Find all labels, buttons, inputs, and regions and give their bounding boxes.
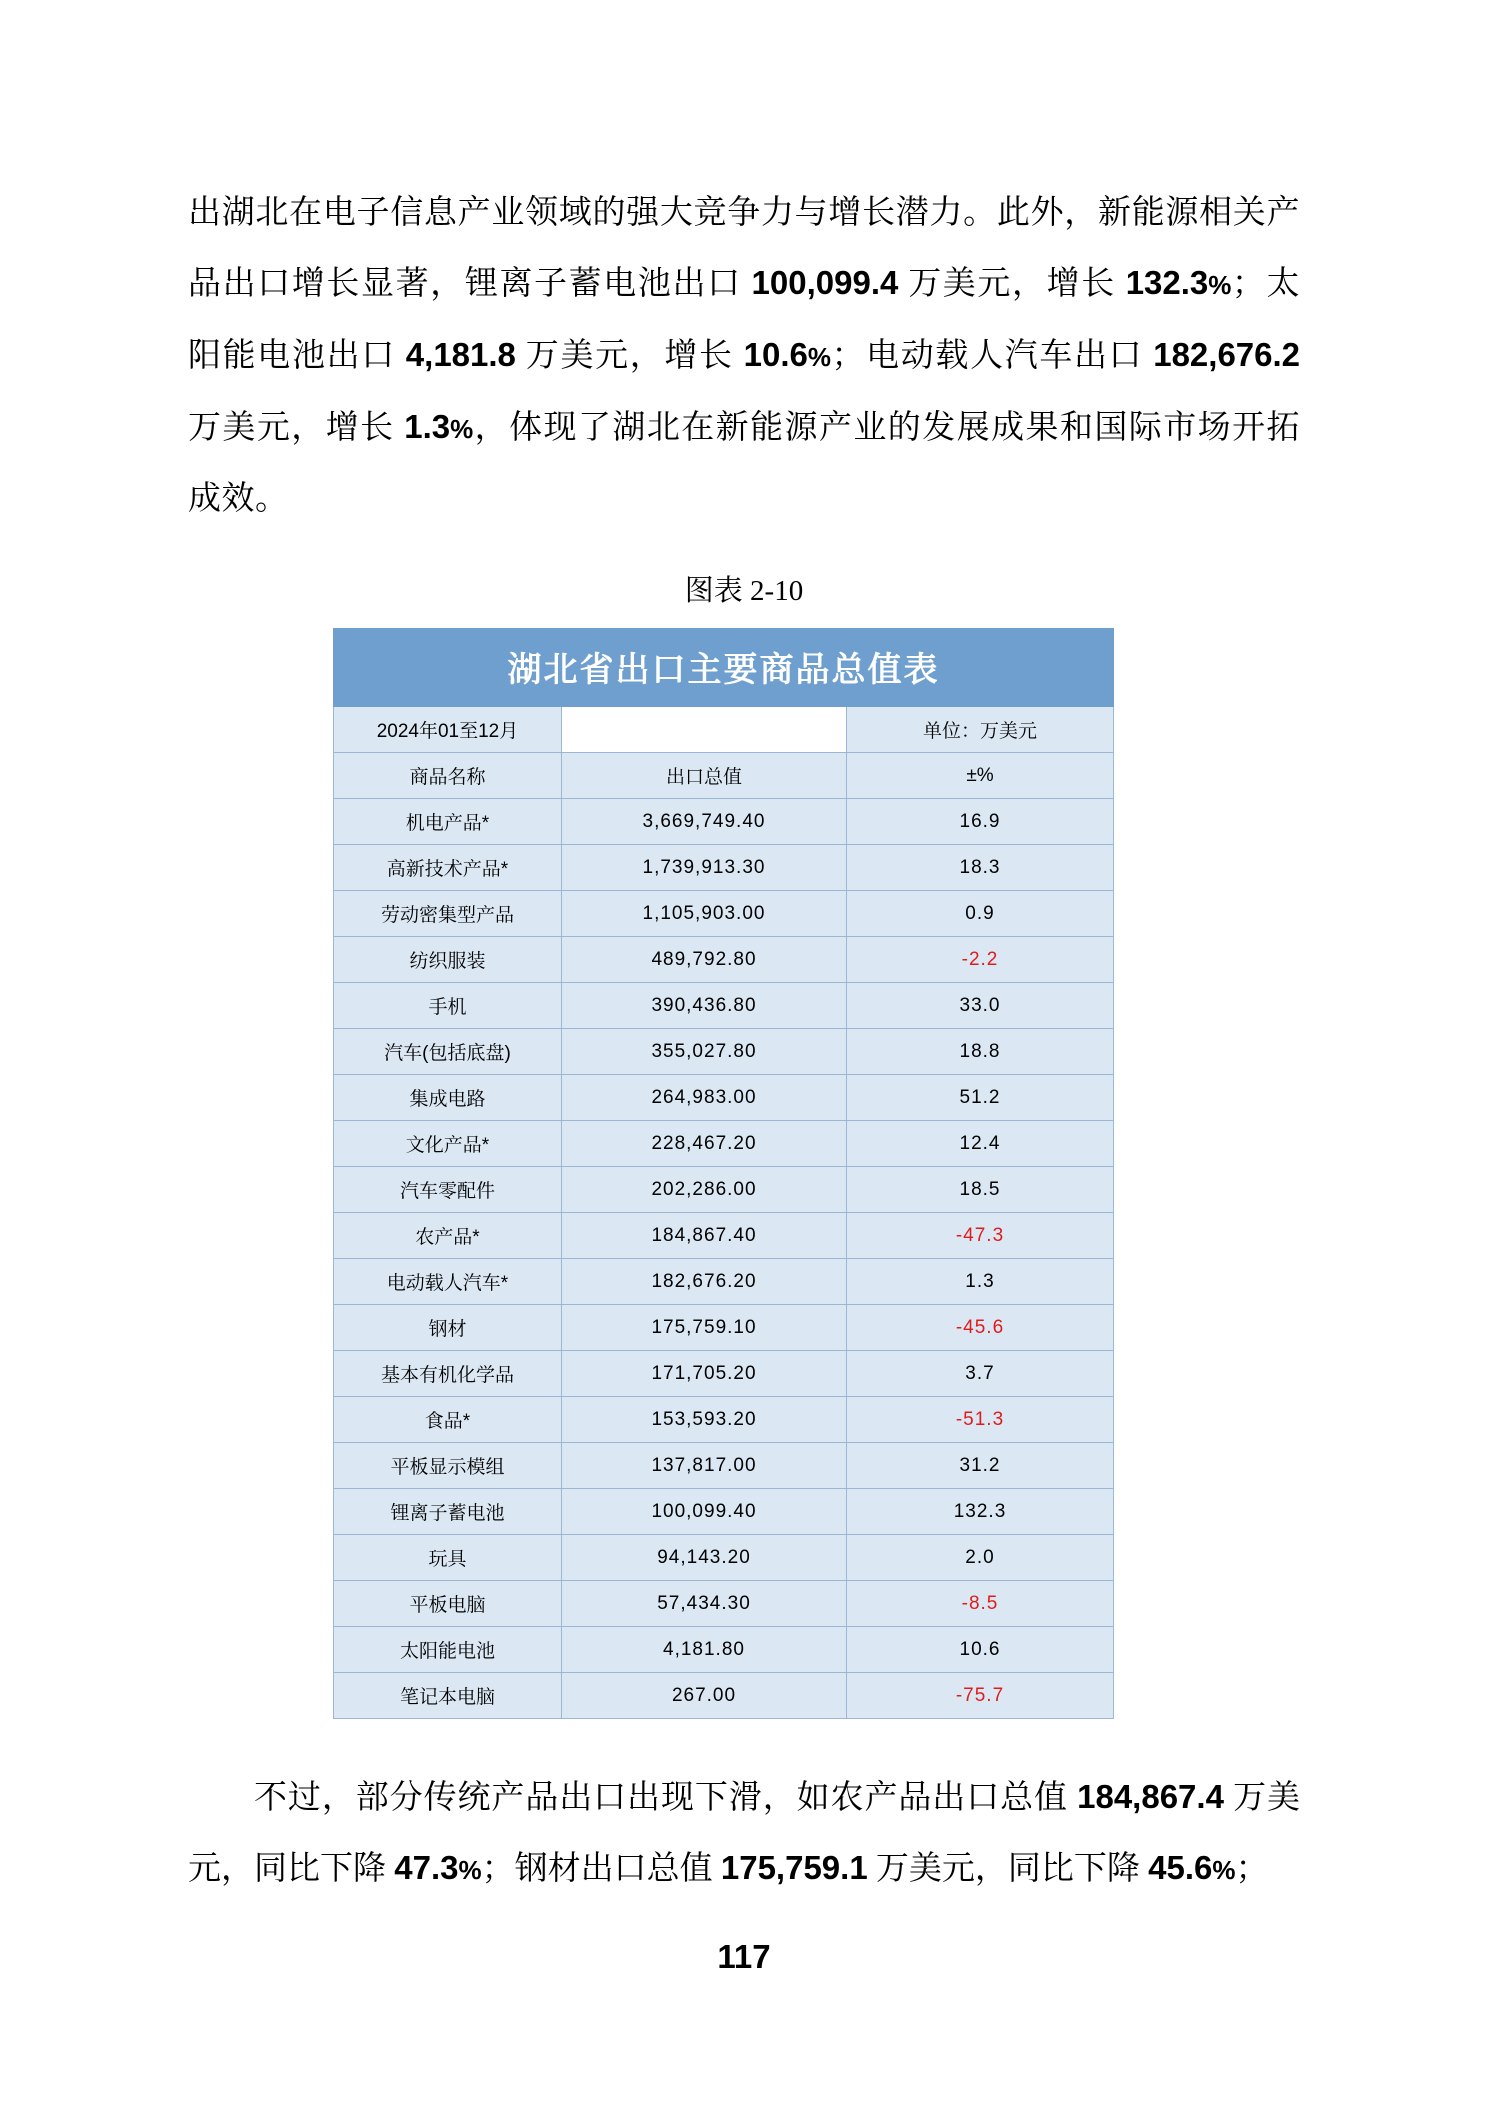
cell-export-value: 202,286.00 [562, 1167, 847, 1213]
table-title-row [334, 629, 1114, 707]
cell-commodity-name: 高新技术产品* [334, 845, 562, 891]
text-run: ；钢材出口总值 [481, 1851, 721, 1887]
paragraph-1 [188, 178, 1300, 534]
table-row [334, 1213, 1114, 1259]
text-run: 万美元，增长 [898, 266, 1126, 302]
table-row [334, 1673, 1114, 1719]
cell-commodity-name: 食品* [334, 1397, 562, 1443]
cell-export-value: 1,739,913.30 [562, 845, 847, 891]
cell-export-value: 175,759.10 [562, 1305, 847, 1351]
table-body [334, 629, 1114, 1719]
percent-sign: % [1212, 1855, 1236, 1885]
table-row [334, 1167, 1114, 1213]
unit-label: 单位：万美元 [847, 707, 1114, 753]
table-row [334, 1581, 1114, 1627]
empty-cell [562, 707, 847, 753]
decline-steel: 45.6 [1148, 1849, 1213, 1886]
cell-change-percent: 132.3 [847, 1489, 1114, 1535]
cell-change-percent: 18.3 [847, 845, 1114, 891]
cell-export-value: 100,099.40 [562, 1489, 847, 1535]
cell-export-value: 3,669,749.40 [562, 799, 847, 845]
cell-change-percent: 31.2 [847, 1443, 1114, 1489]
cell-export-value: 489,792.80 [562, 937, 847, 983]
table-row [334, 1029, 1114, 1075]
cell-change-percent: -51.3 [847, 1397, 1114, 1443]
cell-commodity-name: 机电产品* [334, 799, 562, 845]
text-run: 不过，部分传统产品出口出现下滑，如农产品出口总值 [254, 1780, 1078, 1816]
cell-export-value: 267.00 [562, 1673, 847, 1719]
growth-ev: 1.3 [404, 408, 451, 445]
value-agriculture: 184,867.4 [1077, 1778, 1224, 1815]
table-row [334, 1075, 1114, 1121]
cell-commodity-name: 农产品* [334, 1213, 562, 1259]
text-run: ；太阳能电池出口 [188, 266, 1301, 374]
text-run: 万美元，增长 [515, 338, 744, 374]
table-row [334, 845, 1114, 891]
table-row [334, 1351, 1114, 1397]
table-subheader-row [334, 707, 1114, 753]
decline-agriculture: 47.3 [394, 1849, 459, 1886]
cell-export-value: 171,705.20 [562, 1351, 847, 1397]
page-number: 117 [717, 1938, 771, 1975]
paragraph-above-table [188, 178, 1300, 534]
period-label: 2024年01至12月 [334, 707, 562, 753]
column-header-value: 出口总值 [562, 753, 847, 799]
cell-export-value: 137,817.00 [562, 1443, 847, 1489]
column-header-name: 商品名称 [334, 753, 562, 799]
cell-commodity-name: 基本有机化学品 [334, 1351, 562, 1397]
cell-export-value: 355,027.80 [562, 1029, 847, 1075]
cell-change-percent: 3.7 [847, 1351, 1114, 1397]
cell-commodity-name: 汽车零配件 [334, 1167, 562, 1213]
cell-change-percent: 18.8 [847, 1029, 1114, 1075]
table [333, 628, 1114, 1719]
table-row [334, 1535, 1114, 1581]
text-run: 万美元，同比下降 [188, 1780, 1301, 1887]
text-run: ，体现了湖北在新能源产业的发展成果和国际市场开拓成效。 [188, 410, 1301, 517]
cell-commodity-name: 笔记本电脑 [334, 1673, 562, 1719]
cell-commodity-name: 钢材 [334, 1305, 562, 1351]
text-run: ；电动载人汽车出口 [831, 338, 1154, 374]
cell-commodity-name: 纺织服装 [334, 937, 562, 983]
cell-change-percent: -47.3 [847, 1213, 1114, 1259]
percent-sign: % [450, 414, 474, 444]
text-run: 万美元，增长 [188, 410, 405, 446]
growth-solar-cell: 10.6 [743, 336, 808, 373]
table-row [334, 1121, 1114, 1167]
text-run: ； [1235, 1851, 1269, 1887]
paragraph-2 [188, 1762, 1300, 1905]
cell-change-percent: 12.4 [847, 1121, 1114, 1167]
cell-change-percent: 1.3 [847, 1259, 1114, 1305]
table-row [334, 799, 1114, 845]
table-row [334, 937, 1114, 983]
cell-export-value: 153,593.20 [562, 1397, 847, 1443]
growth-lithium-battery: 132.3 [1125, 264, 1209, 301]
cell-commodity-name: 锂离子蓄电池 [334, 1489, 562, 1535]
cell-commodity-name: 集成电路 [334, 1075, 562, 1121]
value-ev: 182,676.2 [1153, 336, 1301, 373]
cell-export-value: 182,676.20 [562, 1259, 847, 1305]
table-row [334, 1305, 1114, 1351]
cell-commodity-name: 电动载人汽车* [334, 1259, 562, 1305]
table-title: 湖北省出口主要商品总值表 [334, 629, 1114, 707]
table-row [334, 1443, 1114, 1489]
cell-change-percent: 16.9 [847, 799, 1114, 845]
cell-change-percent: -8.5 [847, 1581, 1114, 1627]
cell-change-percent: 51.2 [847, 1075, 1114, 1121]
value-solar-cell: 4,181.8 [405, 336, 516, 373]
percent-sign: % [807, 342, 832, 372]
table-row [334, 983, 1114, 1029]
paragraph-below-table [188, 1762, 1300, 1905]
figure-caption: 图表 2-10 [684, 575, 804, 607]
cell-export-value: 94,143.20 [562, 1535, 847, 1581]
table-row [334, 1397, 1114, 1443]
cell-change-percent: 18.5 [847, 1167, 1114, 1213]
cell-change-percent: -75.7 [847, 1673, 1114, 1719]
cell-change-percent: 33.0 [847, 983, 1114, 1029]
cell-change-percent: -45.6 [847, 1305, 1114, 1351]
cell-commodity-name: 文化产品* [334, 1121, 562, 1167]
cell-commodity-name: 汽车(包括底盘) [334, 1029, 562, 1075]
table-row [334, 1259, 1114, 1305]
cell-export-value: 390,436.80 [562, 983, 847, 1029]
cell-change-percent: 2.0 [847, 1535, 1114, 1581]
cell-commodity-name: 平板显示模组 [334, 1443, 562, 1489]
cell-export-value: 4,181.80 [562, 1627, 847, 1673]
table-row [334, 891, 1114, 937]
cell-export-value: 1,105,903.00 [562, 891, 847, 937]
value-steel: 175,759.1 [720, 1849, 868, 1886]
cell-commodity-name: 手机 [334, 983, 562, 1029]
export-commodity-table [333, 628, 1113, 1719]
cell-export-value: 264,983.00 [562, 1075, 847, 1121]
table-row [334, 1627, 1114, 1673]
percent-sign: % [458, 1855, 482, 1885]
column-header-pct: ±% [847, 753, 1114, 799]
cell-change-percent: -2.2 [847, 937, 1114, 983]
cell-commodity-name: 劳动密集型产品 [334, 891, 562, 937]
cell-commodity-name: 平板电脑 [334, 1581, 562, 1627]
cell-change-percent: 0.9 [847, 891, 1114, 937]
text-run: 出湖北在电子信息产业领域的强大竞争力与增长潜力。此外，新能源相关产品出口增长显著，锂离子蓄电池出口 [188, 195, 1300, 302]
value-lithium-battery: 100,099.4 [751, 264, 899, 301]
percent-sign: % [1208, 270, 1232, 300]
table-row [334, 1489, 1114, 1535]
cell-export-value: 57,434.30 [562, 1581, 847, 1627]
cell-export-value: 228,467.20 [562, 1121, 847, 1167]
table-header-row [334, 753, 1114, 799]
cell-change-percent: 10.6 [847, 1627, 1114, 1673]
cell-export-value: 184,867.40 [562, 1213, 847, 1259]
text-run: 万美元，同比下降 [867, 1851, 1149, 1887]
cell-commodity-name: 太阳能电池 [334, 1627, 562, 1673]
cell-commodity-name: 玩具 [334, 1535, 562, 1581]
